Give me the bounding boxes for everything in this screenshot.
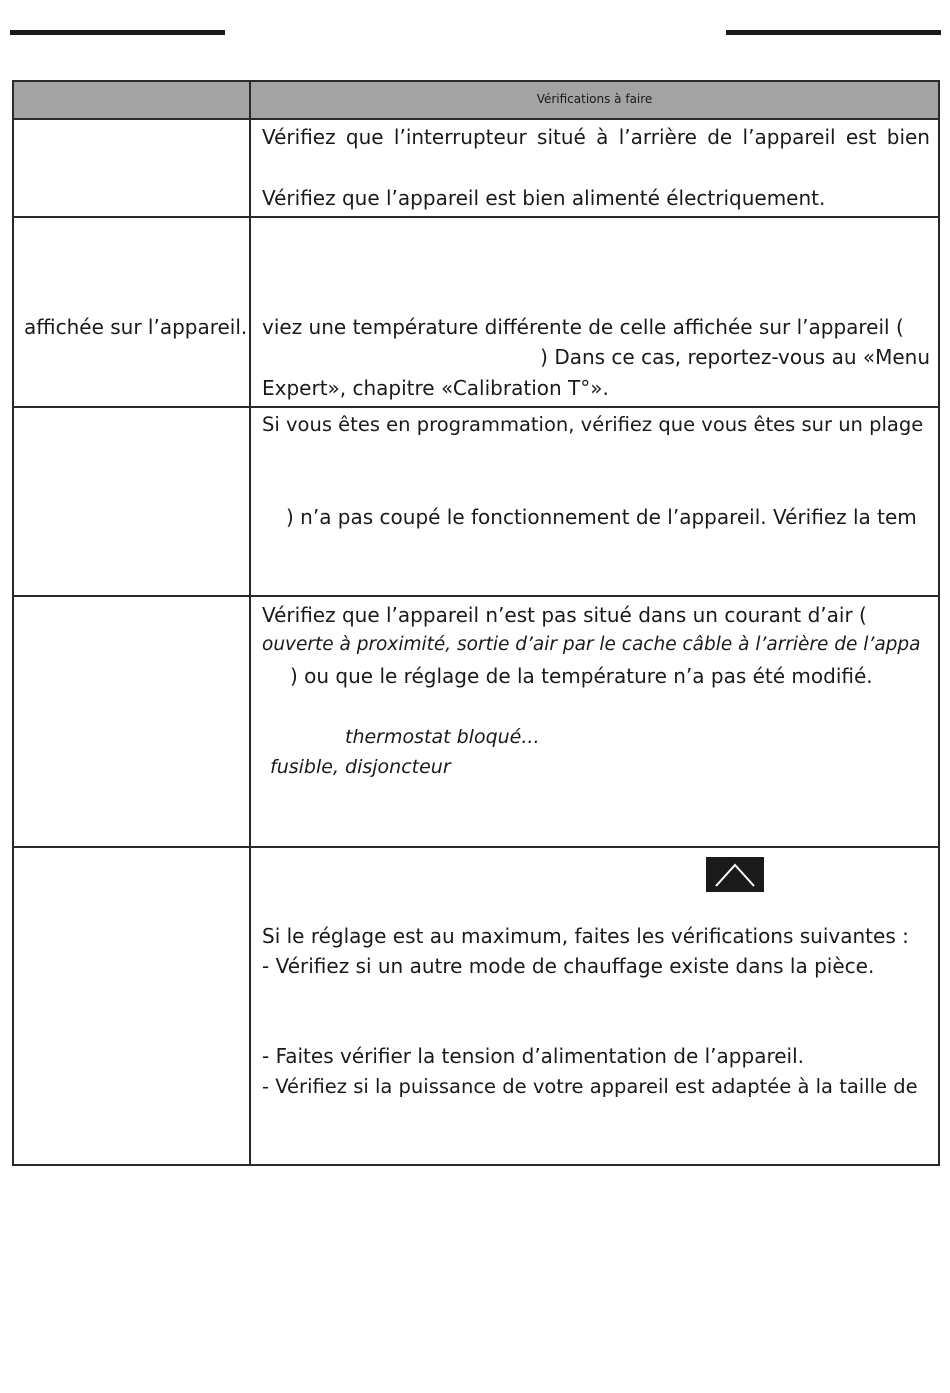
row2-left-label: affichée sur l’appareil. (24, 315, 248, 339)
row4-line3: ) ou que le réglage de la température n’a pas été modifié. (290, 664, 873, 688)
row5-line1: Si le réglage est au maximum, faites les vérifications suivantes : (262, 924, 909, 948)
row-divider (14, 846, 938, 848)
row5-line4: - Vérifiez si la puissance de votre appareil est adaptée à la taille de (262, 1075, 918, 1098)
header-rule-right (726, 30, 941, 35)
row-divider (14, 118, 938, 120)
column-divider (249, 82, 251, 1164)
row-divider (14, 595, 938, 597)
row4-line1: Vérifiez que l’appareil n’est pas situé dans un courant d’air ( (262, 603, 867, 627)
row2-line2: ) Dans ce cas, reportez-vous au «Menu (540, 345, 930, 369)
row-divider (14, 406, 938, 408)
row4-line4: thermostat bloqué... (345, 726, 540, 748)
row2-line3: Expert», chapitre «Calibration T°». (262, 376, 609, 400)
column-header-checks: Vérifications à faire (536, 92, 653, 106)
row4-line2: ouverte à proximité, sortie d’air par le cache câble à l’arrière de l’appa (262, 634, 921, 655)
row5-line3: - Faites vérifier la tension d’alimentation de l’appareil. (262, 1044, 805, 1068)
up-chevron-icon (706, 857, 764, 892)
row2-line1: viez une température différente de celle affichée sur l’appareil ( (262, 315, 904, 339)
row1-line2: Vérifiez que l’appareil est bien alimenté électriquement. (262, 186, 826, 210)
row-divider (14, 216, 938, 218)
row4-line5: fusible, disjoncteur (270, 756, 451, 778)
row5-line2: - Vérifiez si un autre mode de chauffage existe dans la pièce. (262, 954, 875, 978)
row3-line1: Si vous êtes en programmation, vérifiez que vous êtes sur un plage (262, 413, 924, 436)
row1-line1: Vérifiez que l’interrupteur situé à l’arrière de l’appareil est bien (262, 125, 930, 149)
header-rule-left (10, 30, 225, 35)
row3-line2: ) n’a pas coupé le fonctionnement de l’appareil. Vérifiez la tem (286, 505, 917, 529)
